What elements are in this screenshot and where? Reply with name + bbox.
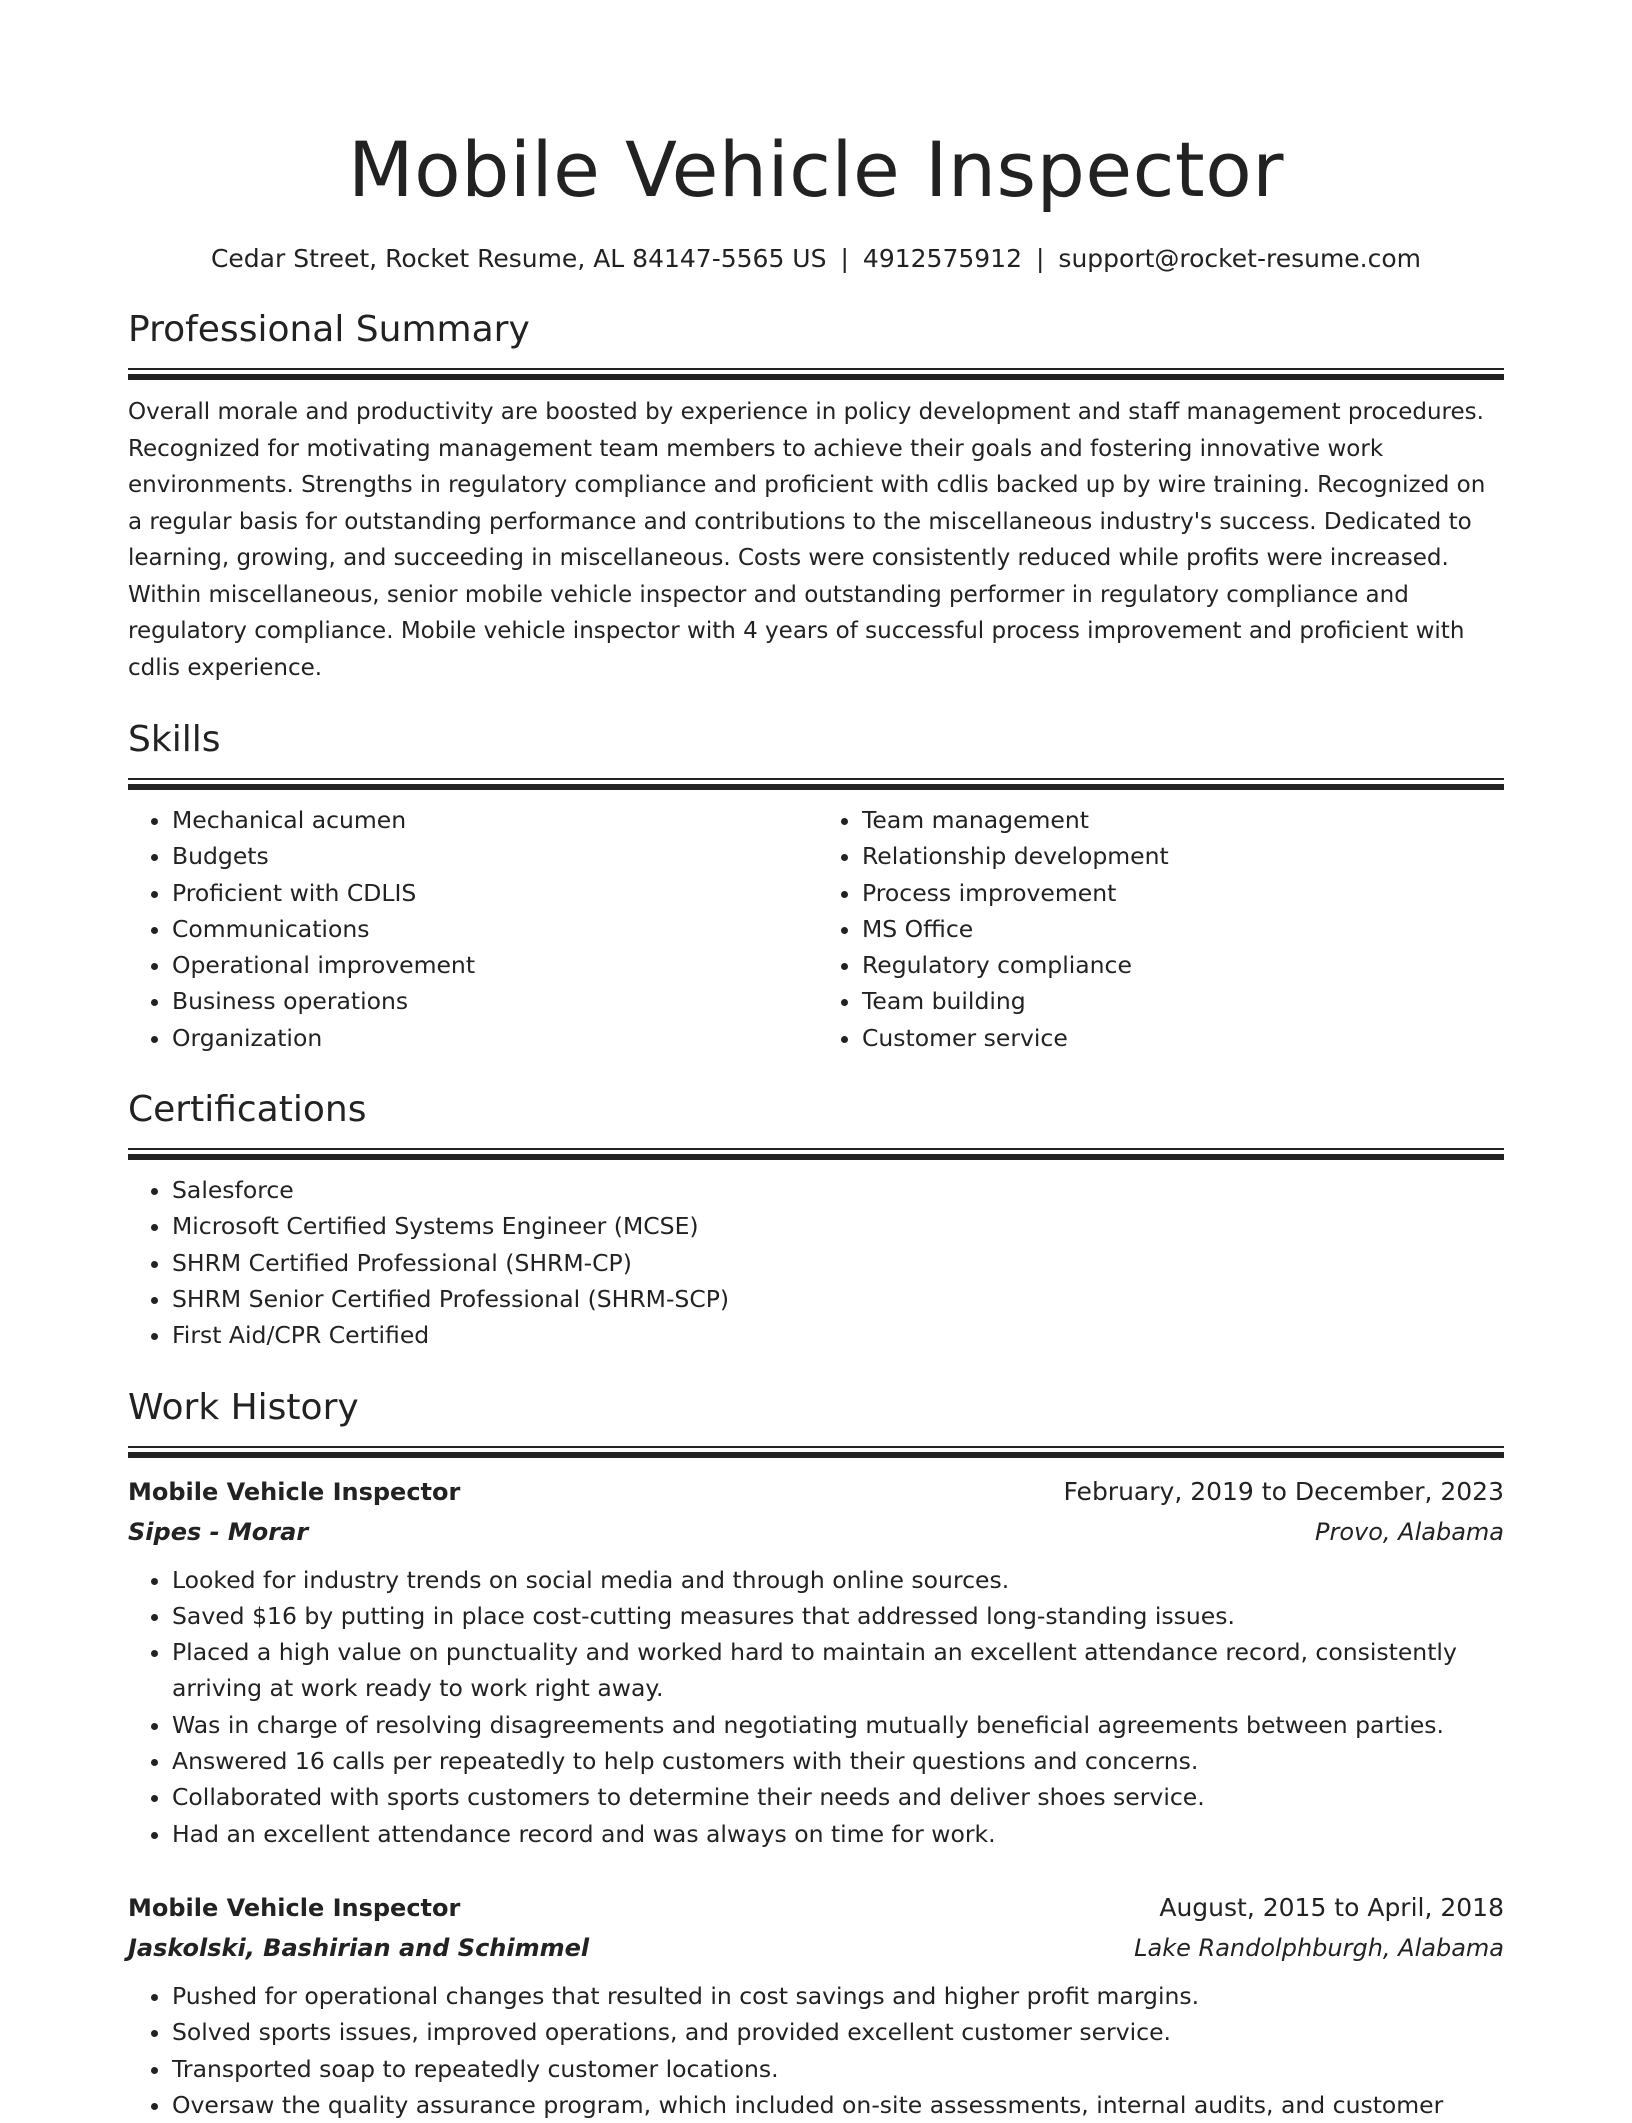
summary-section [128, 306, 1504, 686]
skills-columns [128, 802, 1504, 1056]
skill-item: • Team building [862, 983, 1504, 1019]
certifications-list [128, 1172, 1504, 1353]
job-company: Sipes - Morar [128, 1517, 309, 1546]
section-title-skills: Skills [128, 719, 221, 760]
skill-item: • Proficient with CDLIS [172, 875, 814, 911]
skill-item: • Budgets [172, 838, 814, 874]
job-duty-item: • Collaborated with sports customers to determine their needs and deliver shoes service. [172, 1779, 1504, 1815]
job-header-row [128, 1472, 1504, 1512]
skill-item: • Relationship development [862, 838, 1504, 874]
skill-item: • Organization [172, 1020, 814, 1056]
job-duty-item: • Answered 16 calls per repeatedly to help customers with their questions and concerns. [172, 1743, 1504, 1779]
certification-item: • Microsoft Certified Systems Engineer (MCSE) [172, 1208, 1504, 1244]
job-duty-item: • Looked for industry trends on social media and through online sources. [172, 1562, 1504, 1598]
skill-item: • Communications [172, 911, 814, 947]
job-duty-item: • Solved sports issues, improved operations, and provided excellent customer service. [172, 2014, 1504, 2050]
skill-item: • Business operations [172, 983, 814, 1019]
job-company-row [128, 1512, 1504, 1552]
section-divider [128, 778, 1504, 790]
job-dates: February, 2019 to December, 2023 [1063, 1476, 1504, 1506]
section-title-summary: Professional Summary [128, 309, 530, 350]
skill-item: • Team management [862, 802, 1504, 838]
job-title: Mobile Vehicle Inspector [128, 1477, 461, 1506]
skill-item: • Process improvement [862, 875, 1504, 911]
certification-item: • First Aid/CPR Certified [172, 1317, 1504, 1353]
job-duty-item: • Saved $16 by putting in place cost-cutting measures that addressed long-standing issues. [172, 1598, 1504, 1634]
job-entry [128, 1888, 1504, 2123]
skill-item: • Mechanical acumen [172, 802, 814, 838]
job-duty-item: • Was in charge of resolving disagreements and negotiating mutually beneficial agreements between parties. [172, 1707, 1504, 1743]
skills-list-left [128, 802, 814, 1056]
job-entry [128, 1472, 1504, 1852]
contact-address: Cedar Street, Rocket Resume, AL 84147-5565 US [210, 244, 827, 273]
job-duties-list [128, 1562, 1504, 1852]
skills-list-right [814, 802, 1504, 1056]
page-title: Mobile Vehicle Inspector [348, 125, 1284, 214]
skill-item: • Customer service [862, 1020, 1504, 1056]
job-duty-item: • Placed a high value on punctuality and worked hard to maintain an excellent attendance record, consistently arriving at work ready to work right away. [172, 1634, 1504, 1707]
summary-text: Overall morale and productivity are boosted by experience in policy development and staff management procedures. Recognized for motivating management team members to achieve their goals and fostering innovative work environments. Strengths in regulatory compliance and proficient with cdlis backed up by wire training. Recognized on a regular basis for outstanding performance and contributions to the miscellaneous industry's success. Dedicated to learning, growing, and succeeding in miscellaneous. Costs were consistently reduced while profits were increased. Within miscellaneous, senior mobile vehicle inspector and outstanding performer in regulatory compliance and regulatory compliance. Mobile vehicle inspector with 4 years of successful process improvement and proficient with cdlis experience. [128, 399, 1486, 681]
contact-email: support@rocket-resume.com [1058, 244, 1422, 273]
certification-item: • SHRM Senior Certified Professional (SHRM-SCP) [172, 1281, 1504, 1317]
job-company-row [128, 1928, 1504, 1968]
job-duty-item: • Pushed for operational changes that resulted in cost savings and higher profit margins. [172, 1978, 1504, 2014]
job-duty-item: • Transported soap to repeatedly customer locations. [172, 2051, 1504, 2087]
contact-phone: 4912575912 [862, 244, 1022, 273]
contact-separator: | [1035, 244, 1045, 273]
section-divider [128, 1446, 1504, 1458]
job-header-row [128, 1888, 1504, 1928]
job-location: Lake Randolphburgh, Alabama [1134, 1933, 1504, 1962]
work-history-section [128, 1384, 1504, 2123]
job-title: Mobile Vehicle Inspector [128, 1893, 461, 1922]
skill-item: • Regulatory compliance [862, 947, 1504, 983]
contact-separator: | [840, 244, 849, 273]
skill-item: • MS Office [862, 911, 1504, 947]
certifications-section [128, 1086, 1504, 1353]
certification-item: • SHRM Certified Professional (SHRM-CP) [172, 1245, 1504, 1281]
certification-item: • Salesforce [172, 1172, 1504, 1208]
job-company: Jaskolski, Bashirian and Schimmel [128, 1933, 590, 1962]
job-location: Provo, Alabama [1315, 1517, 1504, 1546]
job-duty-item: • Had an excellent attendance record and was always on time for work. [172, 1816, 1504, 1852]
contact-line [128, 242, 1504, 276]
section-title-certifications: Certifications [128, 1089, 367, 1131]
section-divider [128, 1148, 1504, 1160]
job-duty-item: • Oversaw the quality assurance program, which included on-site assessments, internal audits, and customer [172, 2087, 1504, 2123]
section-title-work-history: Work History [128, 1386, 359, 1428]
job-duties-list [128, 1978, 1504, 2123]
skills-section [128, 716, 1504, 1056]
section-divider [128, 368, 1504, 380]
job-dates: August, 2015 to April, 2018 [1159, 1892, 1504, 1922]
skill-item: • Operational improvement [172, 947, 814, 983]
